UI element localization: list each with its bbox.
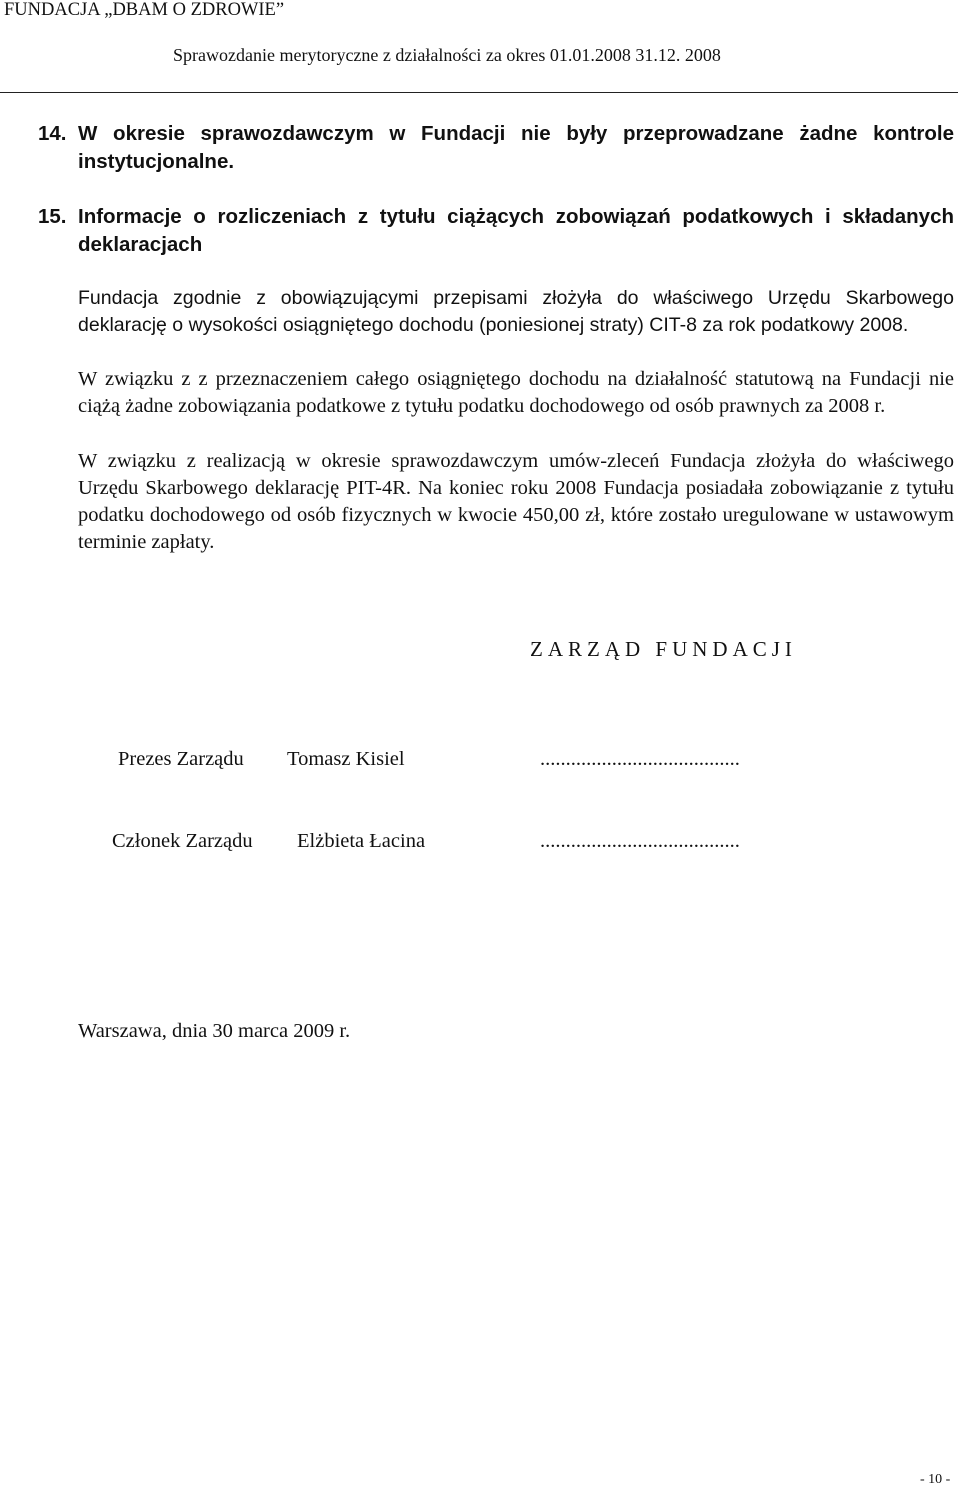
page-number: - 10 - xyxy=(920,1472,951,1487)
signature-name-president: Tomasz Kisiel xyxy=(287,748,405,770)
section-14 xyxy=(38,120,954,176)
signature-line-president: ....................................... xyxy=(540,748,740,770)
paragraph-no-tax-liabilities xyxy=(78,366,954,420)
section-title: W okresie sprawozdawczym w Fundacji nie były przeprowadzane żadne kontrole instytucjonalne. xyxy=(78,122,954,173)
header-report-title: Sprawozdanie merytoryczne z działalności za okres 01.01.2008 31.12. 2008 xyxy=(173,45,721,65)
paragraph-text: W związku z realizacją w okresie sprawozdawczym umów-zleceń Fundacja złożyła do właściwego Urzędu Skarbowego deklarację PIT-4R. Na koniec roku 2008 Fundacja posiadała zobowiązanie z tytułu podatku dochodowego od osób fizycznych w kwocie 450,00 zł, które zostało uregulowane w ustawowym terminie zapłaty. xyxy=(78,450,954,553)
place-and-date: Warszawa, dnia 30 marca 2009 r. xyxy=(78,1020,351,1042)
paragraph-text: Fundacja zgodnie z obowiązującymi przepisami złożyła do właściwego Urzędu Skarbowego deklarację o wysokości osiągniętego dochodu (poniesionej straty) CIT-8 za rok podatkowy 2008. xyxy=(78,287,954,336)
paragraph-pit4r-declaration xyxy=(78,448,954,556)
paragraph-text: W związku z z przeznaczeniem całego osiągniętego dochodu na działalność statutową na Fundacji nie ciążą żadne zobowiązania podatkowe z tytułu podatku dochodowego od osób prawnych za 2008 r. xyxy=(78,368,954,417)
signature-role-member: Członek Zarządu xyxy=(112,830,253,852)
section-number: 14. xyxy=(38,122,67,145)
section-title: Informacje o rozliczeniach z tytułu ciążących zobowiązań podatkowych i składanych deklaracjach xyxy=(78,205,954,256)
section-15 xyxy=(38,203,954,259)
header-organization-name: FUNDACJA „DBAM O ZDROWIE” xyxy=(4,0,285,20)
section-number: 15. xyxy=(38,205,67,228)
board-heading: ZARZĄD FUNDACJI xyxy=(530,637,797,661)
header-divider xyxy=(0,92,958,93)
signature-role-president: Prezes Zarządu xyxy=(118,748,244,770)
paragraph-cit8-declaration xyxy=(78,285,954,339)
signature-line-member: ....................................... xyxy=(540,830,740,852)
signature-name-member: Elżbieta Łacina xyxy=(297,830,426,852)
